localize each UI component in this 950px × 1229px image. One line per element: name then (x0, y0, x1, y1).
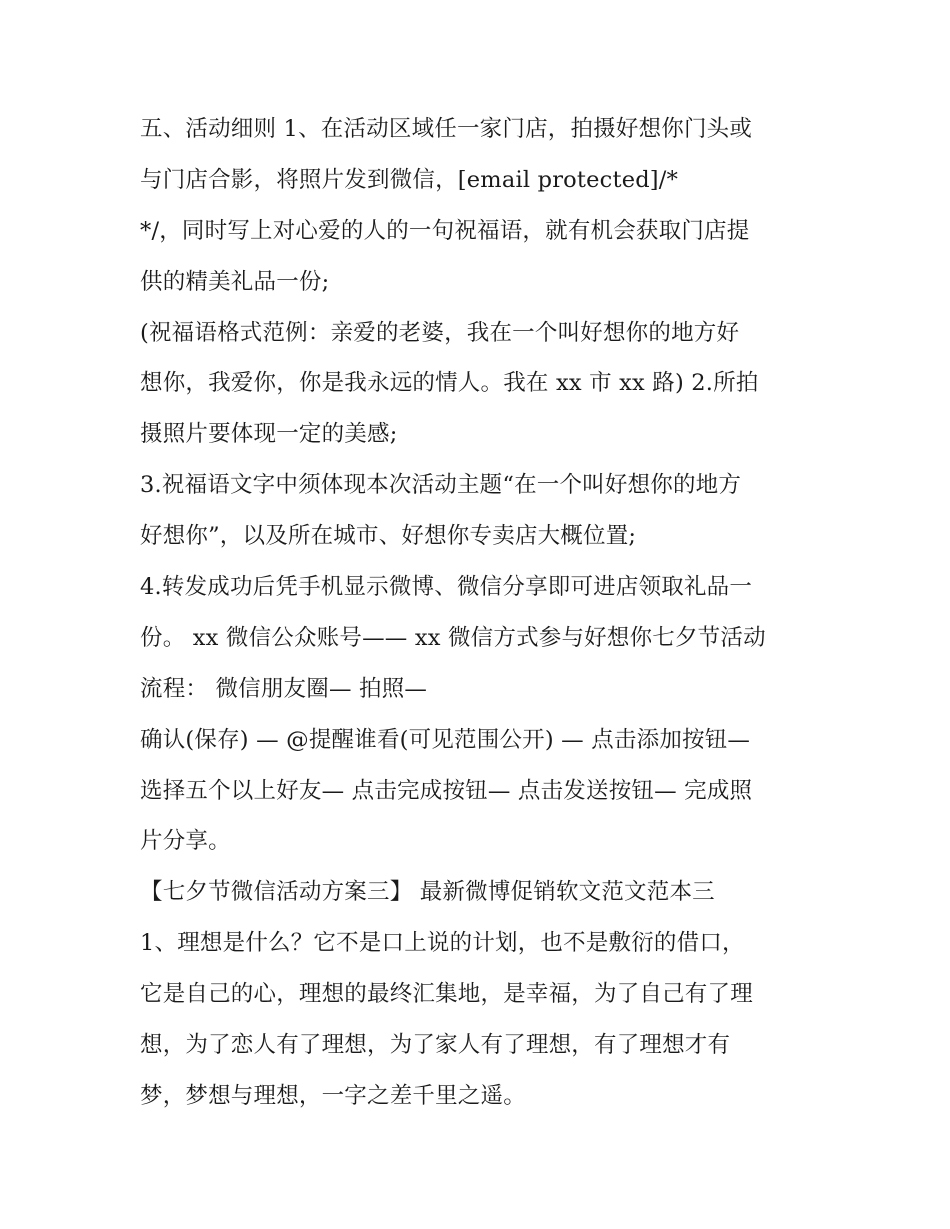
text-line: */，同时写上对心爱的人的一句祝福语，就有机会获取门店提 (140, 217, 750, 244)
text-line: 好想你”，以及所在城市、好想你专卖店大概位置; (140, 523, 637, 550)
text-line: 它是自己的心，理想的最终汇集地，是幸福，为了自己有了理 (140, 981, 753, 1008)
text-line: 1、理想是什么？它不是口上说的计划，也不是敷衍的借口， (140, 930, 745, 957)
text-line: 选择五个以上好友— 点击完成按钮— 点击发送按钮— 完成照 (140, 777, 753, 804)
document-body (140, 104, 820, 1122)
text-line: 摄照片要体现一定的美感; (140, 421, 398, 448)
text-line: 供的精美礼品一份; (140, 268, 330, 295)
text-line: 份。 xx 微信公众账号—— xx 微信方式参与好想你七夕节活动 (140, 624, 766, 651)
text-line: 3.祝福语文字中须体现本次活动主题“在一个叫好想你的地方 (140, 472, 742, 499)
text-line: 与门店合影，将照片发到微信，[email protected]/* (140, 166, 679, 193)
section-heading: 【七夕节微信活动方案三】 最新微博促销软文范文范本三 (140, 879, 715, 906)
text-line: (祝福语格式范例：亲爱的老婆，我在一个叫好想你的地方好 (140, 319, 740, 346)
text-line: 梦，梦想与理想，一字之差千里之遥。 (140, 1082, 526, 1109)
text-line: 流程： 微信朋友圈— 拍照— (140, 675, 428, 702)
text-line: 确认(保存) — @提醒谁看(可见范围公开) — 点击添加按钮— (140, 726, 751, 753)
text-line: 想你，我爱你，你是我永远的情人。我在 xx 市 xx 路) 2.所拍 (140, 370, 759, 397)
text-line: 五、活动细则 1、在活动区域任一家门店，拍摄好想你门头或 (140, 116, 753, 142)
text-line: 片分享。 (140, 828, 231, 855)
text-line: 4.转发成功后凭手机显示微博、微信分享即可进店领取礼品一 (140, 574, 753, 601)
text-line: 想，为了恋人有了理想，为了家人有了理想，有了理想才有 (140, 1032, 731, 1059)
